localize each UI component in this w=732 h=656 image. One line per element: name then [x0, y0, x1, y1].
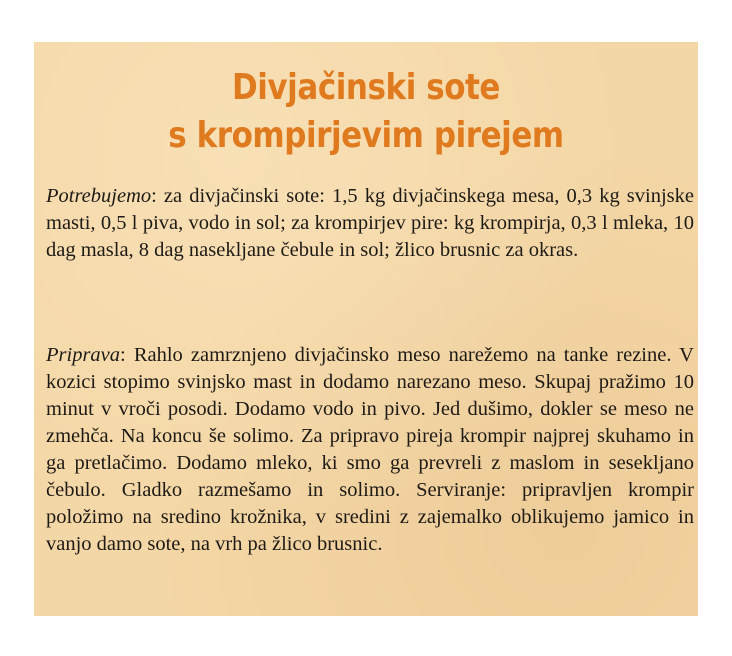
recipe-title — [80, 64, 651, 160]
preparation-label: Priprava — [46, 344, 121, 366]
recipe-title-line-1: Divjačinski sote — [231, 67, 501, 108]
preparation-paragraph — [46, 342, 694, 558]
recipe-title-line-2: s krompirjevim pirejem — [168, 115, 564, 156]
ingredients-text: : za divjačinski sote: 1,5 kg divjačinskega mesa, 0,3 kg svinjske masti, 0,5 l piva, vodo in sol; za krompirjev pire: kg krompirja, 0,3 l mleka, 10 dag masla, 8 dag nasekljane čebule in sol; žlico brusnic za okras. — [46, 185, 694, 261]
ingredients-paragraph — [46, 183, 694, 264]
recipe-card — [34, 42, 698, 616]
ingredients-label: Potrebujemo — [46, 185, 152, 207]
preparation-text: : Rahlo zamrznjeno divjačinsko meso narežemo na tanke rezine. V kozici stopimo svinjsko mast in dodamo narezano meso. Skupaj pražimo 10 minut v vroči posodi. Dodamo vodo in pivo. Jed dušimo, dokler se meso ne zmehča. Na koncu še solimo. Za pripravo pireja krompir najprej skuhamo in ga pretlačimo. Dodamo mleko, ki smo ga prevreli z maslom in sesekljano čebulo. Gladko razmešamo in solimo. Serviranje: pripravljen krompir položimo na sredino krožnika, v sredini z zajemalko oblikujemo jamico in vanjo damo sote, na vrh pa žlico brusnic. — [46, 344, 694, 555]
